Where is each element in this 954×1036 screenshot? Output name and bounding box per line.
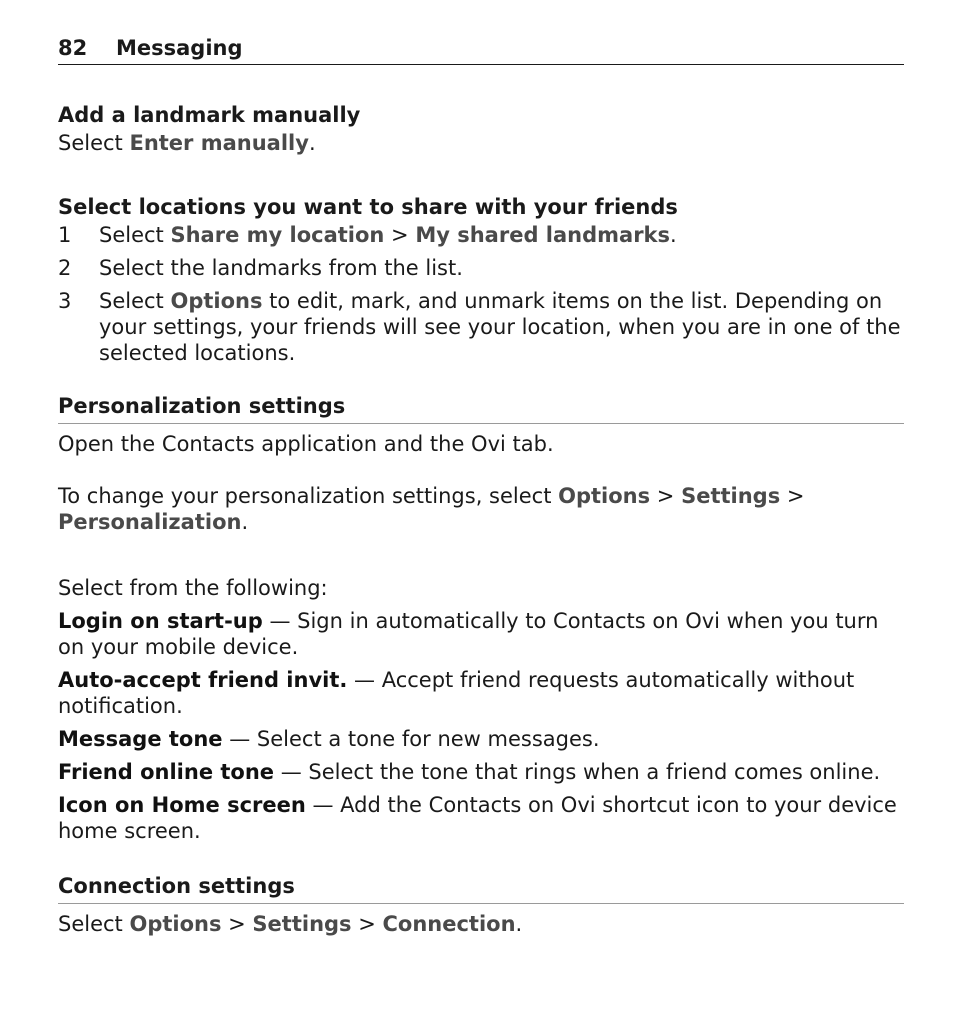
personalization-heading: Personalization settings xyxy=(58,391,904,424)
text-fragment: Select xyxy=(99,223,171,247)
connection-heading: Connection settings xyxy=(58,871,904,904)
ui-settings: Settings xyxy=(252,912,352,936)
ui-enter-manually: Enter manually xyxy=(129,131,309,155)
share-locations-heading: Select locations you want to share with your friends xyxy=(58,195,678,219)
text-fragment: > xyxy=(221,912,253,936)
ui-options: Options xyxy=(170,289,263,313)
ui-settings: Settings xyxy=(681,484,781,508)
text-fragment: . xyxy=(241,510,249,534)
step-text xyxy=(99,222,904,248)
text-fragment: Select xyxy=(99,289,171,313)
list-item xyxy=(58,288,904,366)
option-term: Friend online tone xyxy=(58,760,275,784)
ui-options: Options xyxy=(129,912,222,936)
select-from-text: Select from the following: xyxy=(58,576,328,600)
section-title: Messaging xyxy=(116,36,243,60)
ui-personalization: Personalization xyxy=(58,510,242,534)
page-content xyxy=(58,100,904,937)
step-text: Select the landmarks from the list. xyxy=(99,256,463,280)
ui-options: Options xyxy=(558,484,651,508)
connection-text xyxy=(58,911,904,937)
text-fragment: > xyxy=(780,484,805,508)
option-term: Message tone xyxy=(58,727,223,751)
list-item xyxy=(58,255,904,281)
add-landmark-heading: Add a landmark manually xyxy=(58,103,361,127)
list-item xyxy=(58,222,904,248)
text-fragment: > xyxy=(650,484,682,508)
text-fragment: . xyxy=(670,223,677,247)
option-desc: — Accept friend requests automatically without notification. xyxy=(58,668,855,718)
option-term: Icon on Home screen xyxy=(58,793,306,817)
option-desc: — Add the Contacts on Ovi shortcut icon to your device home screen. xyxy=(58,793,897,843)
text-fragment: > xyxy=(384,223,416,247)
text-fragment: Select xyxy=(58,912,130,936)
option-desc: — Select a tone for new messages. xyxy=(222,727,600,751)
personalization-change-text xyxy=(58,483,904,535)
text-fragment: Select xyxy=(58,131,130,155)
text-fragment: . xyxy=(308,131,316,155)
option-auto-accept xyxy=(58,667,904,719)
option-message-tone xyxy=(58,726,904,752)
personalization-intro: Open the Contacts application and the Ovi tab. xyxy=(58,432,554,456)
option-icon-on-home-screen xyxy=(58,792,904,844)
text-fragment: > xyxy=(351,912,383,936)
ui-share-my-location: Share my location xyxy=(170,223,385,247)
page-header xyxy=(58,36,904,65)
option-login-on-start-up xyxy=(58,608,904,660)
ui-connection: Connection xyxy=(382,912,516,936)
option-term: Login on start-up xyxy=(58,609,263,633)
share-steps-list xyxy=(58,222,904,366)
step-number: 3 xyxy=(58,289,72,313)
option-desc: — Sign in automatically to Contacts on Ovi when you turn on your mobile device. xyxy=(58,609,879,659)
text-fragment: To change your personalization settings, select xyxy=(58,484,559,508)
add-landmark-text xyxy=(58,130,904,156)
step-number: 1 xyxy=(58,223,72,247)
option-friend-online-tone xyxy=(58,759,904,785)
option-desc: — Select the tone that rings when a friend comes online. xyxy=(274,760,881,784)
step-number: 2 xyxy=(58,256,72,280)
ui-my-shared-landmarks: My shared landmarks xyxy=(415,223,671,247)
text-fragment: to edit, mark, and unmark items on the list. Depending on your settings, your friends will see your location, when you are in one of the selected locations. xyxy=(99,289,901,365)
option-term: Auto-accept friend invit. xyxy=(58,668,348,692)
text-fragment: . xyxy=(515,912,523,936)
page-number: 82 xyxy=(58,36,88,60)
step-text xyxy=(99,288,904,366)
